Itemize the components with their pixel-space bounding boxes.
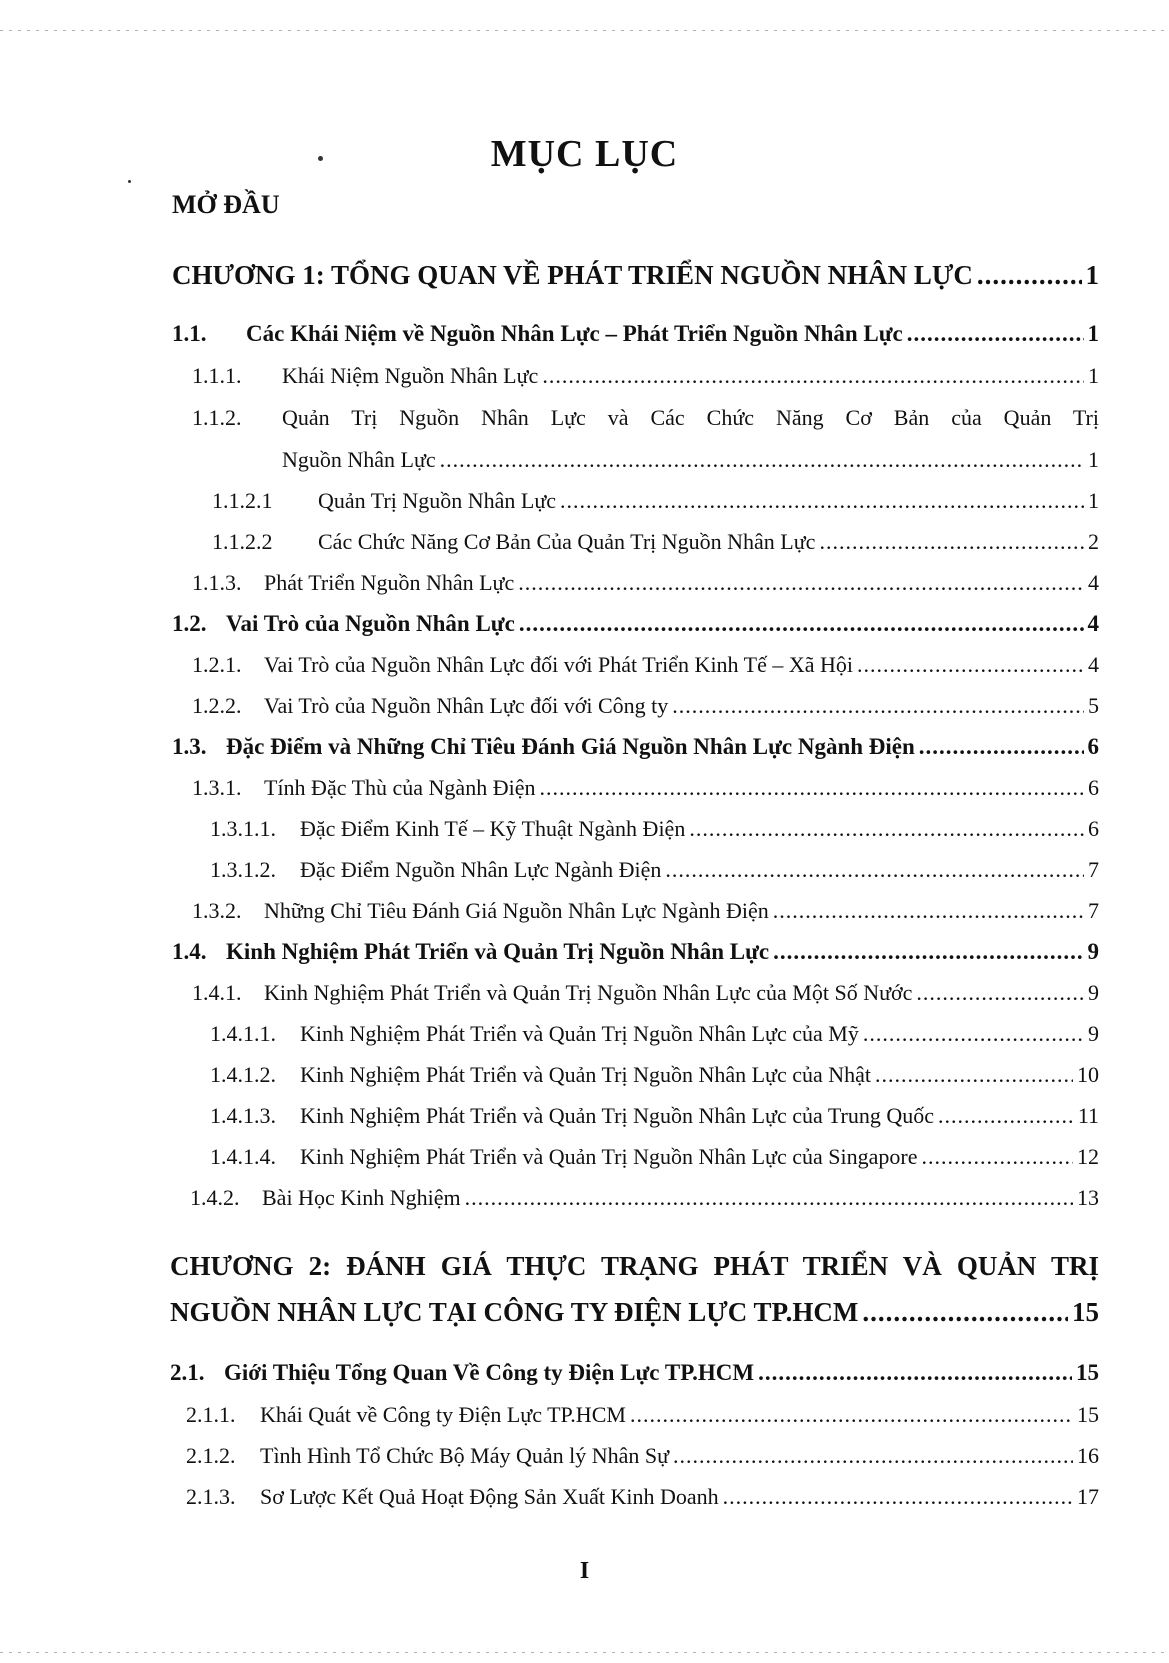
toc-page-number: 11 bbox=[1077, 1103, 1099, 1128]
toc-chapter-label: NGUỒN NHÂN LỰC TẠI CÔNG TY ĐIỆN LỰC TP.HCM bbox=[170, 1297, 859, 1327]
toc-page-number: 7 bbox=[1088, 857, 1099, 882]
toc-leader-dots bbox=[907, 321, 1084, 347]
toc-label: Bài Học Kinh Nghiệm bbox=[262, 1185, 461, 1210]
toc-page-number: 9 bbox=[1088, 980, 1099, 1005]
toc-number: 1.3.2. bbox=[192, 898, 242, 923]
toc-number: 1.2.1. bbox=[192, 652, 242, 677]
toc-row[interactable] bbox=[172, 321, 1099, 347]
toc-chapter-1[interactable] bbox=[172, 260, 1099, 291]
toc-row-multiline[interactable] bbox=[192, 405, 1099, 431]
toc-leader-dots bbox=[773, 898, 1084, 924]
toc-leader-dots bbox=[665, 857, 1084, 883]
toc-page-number: 6 bbox=[1088, 775, 1099, 800]
toc-number: 2.1.3. bbox=[186, 1484, 236, 1509]
toc-number: 1.2.2. bbox=[192, 693, 242, 718]
toc-number: 1.4. bbox=[172, 939, 207, 964]
toc-row-continuation[interactable] bbox=[282, 447, 1099, 473]
toc-label: Vai Trò của Nguồn Nhân Lực đối với Công ty bbox=[264, 693, 669, 718]
toc-leader-dots bbox=[465, 1185, 1073, 1211]
toc-chapter-2-line1[interactable] bbox=[170, 1251, 1099, 1282]
toc-leader-dots bbox=[560, 488, 1084, 514]
toc-page-number: 9 bbox=[1088, 1021, 1099, 1046]
toc-page-number: 1 bbox=[1088, 488, 1099, 513]
toc-page-number: 9 bbox=[1087, 939, 1099, 964]
toc-label: Kinh Nghiệm Phát Triển và Quản Trị Nguồn Nhân Lực của Nhật bbox=[300, 1062, 872, 1087]
toc-number: 1.3.1.1. bbox=[210, 816, 276, 841]
toc-number: 1.1.1. bbox=[192, 363, 242, 388]
toc-row[interactable] bbox=[172, 939, 1099, 965]
toc-label: Vai Trò của Nguồn Nhân Lực đối với Phát Triển Kinh Tế – Xã Hội bbox=[264, 652, 854, 677]
toc-leader-dots bbox=[542, 363, 1084, 389]
toc-number: 1.3.1.2. bbox=[210, 857, 276, 882]
toc-row[interactable] bbox=[192, 363, 1099, 389]
toc-row[interactable] bbox=[210, 816, 1099, 842]
toc-row[interactable] bbox=[170, 1360, 1099, 1386]
toc-page-number: 13 bbox=[1077, 1185, 1099, 1210]
toc-row[interactable] bbox=[210, 1062, 1099, 1088]
toc-leader-dots bbox=[862, 1297, 1068, 1328]
toc-leader-dots bbox=[919, 734, 1084, 760]
toc-label: Kinh Nghiệm Phát Triển và Quản Trị Nguồn Nhân Lực của Trung Quốc bbox=[300, 1103, 935, 1128]
toc-row[interactable] bbox=[192, 652, 1099, 678]
toc-leader-dots bbox=[819, 529, 1084, 555]
toc-page-number: 6 bbox=[1087, 734, 1099, 759]
toc-leader-dots bbox=[938, 1103, 1074, 1129]
toc-chapter-label: CHƯƠNG 1: TỔNG QUAN VỀ PHÁT TRIỂN NGUỒN NHÂN LỰC bbox=[172, 260, 973, 290]
toc-row[interactable] bbox=[192, 570, 1099, 596]
toc-label: Giới Thiệu Tổng Quan Về Công ty Điện Lực TP.HCM bbox=[224, 1360, 755, 1385]
scan-artifact-top bbox=[0, 30, 1169, 31]
toc-page-number: 15 bbox=[1076, 1360, 1099, 1385]
toc-number: 1.1.2.2 bbox=[212, 529, 273, 554]
toc-row[interactable] bbox=[172, 734, 1099, 760]
toc-row[interactable] bbox=[210, 857, 1099, 883]
toc-leader-dots bbox=[863, 1021, 1084, 1047]
toc-number: 1.3. bbox=[172, 734, 207, 759]
toc-leader-dots bbox=[689, 816, 1084, 842]
toc-number: 1.4.1.4. bbox=[210, 1144, 276, 1169]
toc-leader-dots bbox=[977, 260, 1082, 291]
toc-row[interactable] bbox=[212, 529, 1099, 555]
toc-label: Tình Hình Tổ Chức Bộ Máy Quản lý Nhân Sự bbox=[260, 1443, 670, 1468]
toc-number: 1.1. bbox=[172, 321, 207, 346]
toc-number: 1.4.1. bbox=[192, 980, 242, 1005]
toc-label: Quản Trị Nguồn Nhân Lực bbox=[318, 488, 557, 513]
toc-page-number: 12 bbox=[1077, 1144, 1099, 1169]
toc-page-number: 5 bbox=[1088, 693, 1099, 718]
toc-leader-dots bbox=[857, 652, 1084, 678]
page-number: I bbox=[579, 1558, 590, 1584]
toc-row[interactable] bbox=[212, 488, 1099, 514]
toc-page-number: 2 bbox=[1088, 529, 1099, 554]
toc-number: 1.1.2. bbox=[192, 405, 242, 430]
toc-label: Kinh Nghiệm Phát Triển và Quản Trị Nguồn Nhân Lực của Singapore bbox=[300, 1144, 918, 1169]
toc-page-number: 15 bbox=[1072, 1297, 1099, 1327]
toc-leader-dots bbox=[875, 1062, 1073, 1088]
toc-page-number: 6 bbox=[1088, 816, 1099, 841]
toc-label: Sơ Lược Kết Quả Hoạt Động Sản Xuất Kinh Doanh bbox=[260, 1484, 719, 1509]
toc-row[interactable] bbox=[210, 1144, 1099, 1170]
toc-page-number: 1 bbox=[1088, 363, 1099, 388]
toc-page-number: 7 bbox=[1088, 898, 1099, 923]
toc-page-number: 16 bbox=[1077, 1443, 1099, 1468]
toc-leader-dots bbox=[723, 1484, 1073, 1510]
toc-page-number: 1 bbox=[1087, 321, 1099, 346]
toc-label: Đặc Điểm Nguồn Nhân Lực Ngành Điện bbox=[300, 857, 662, 882]
scan-speck bbox=[128, 180, 131, 183]
toc-label: Khái Quát về Công ty Điện Lực TP.HCM bbox=[260, 1402, 626, 1427]
toc-leader-dots bbox=[672, 693, 1084, 719]
toc-number: 2.1.1. bbox=[186, 1402, 236, 1427]
toc-row[interactable] bbox=[192, 980, 1099, 1006]
toc-leader-dots bbox=[539, 775, 1084, 801]
toc-number: 1.4.2. bbox=[190, 1185, 240, 1210]
toc-number: 1.4.1.2. bbox=[210, 1062, 276, 1087]
toc-number: 1.1.3. bbox=[192, 570, 242, 595]
toc-label: Đặc Điểm Kinh Tế – Kỹ Thuật Ngành Điện bbox=[300, 816, 686, 841]
scan-artifact-bottom bbox=[0, 1652, 1169, 1653]
toc-page-number: 1 bbox=[1088, 447, 1099, 472]
toc-row[interactable] bbox=[186, 1443, 1099, 1469]
toc-page-number: 10 bbox=[1077, 1062, 1099, 1087]
toc-row[interactable] bbox=[192, 775, 1099, 801]
toc-leader-dots bbox=[673, 1443, 1073, 1469]
toc-row[interactable] bbox=[186, 1402, 1099, 1428]
toc-label: Đặc Điểm và Những Chỉ Tiêu Đánh Giá Nguồn Nhân Lực Ngành Điện bbox=[226, 734, 915, 759]
toc-page-number: 17 bbox=[1077, 1484, 1099, 1509]
toc-number: 1.4.1.1. bbox=[210, 1021, 276, 1046]
toc-row[interactable] bbox=[190, 1185, 1099, 1211]
toc-label: Quản Trị Nguồn Nhân Lực và Các Chức Năng Cơ Bản của Quản Trị bbox=[282, 405, 1099, 430]
toc-leader-dots bbox=[773, 939, 1083, 965]
toc-row[interactable] bbox=[192, 898, 1099, 924]
toc-label: Những Chỉ Tiêu Đánh Giá Nguồn Nhân Lực Ngành Điện bbox=[264, 898, 769, 923]
toc-number: 1.1.2.1 bbox=[212, 488, 273, 513]
toc-row[interactable] bbox=[172, 611, 1099, 637]
toc-label: Tính Đặc Thù của Ngành Điện bbox=[264, 775, 536, 800]
intro-heading: MỞ ĐẦU bbox=[172, 190, 280, 219]
toc-page-number: 15 bbox=[1077, 1402, 1099, 1427]
toc-number: 1.3.1. bbox=[192, 775, 242, 800]
toc-leader-dots bbox=[519, 611, 1084, 637]
toc-label: Kinh Nghiệm Phát Triển và Quản Trị Nguồn Nhân Lực bbox=[226, 939, 770, 964]
toc-leader-dots bbox=[921, 1144, 1073, 1170]
toc-number: 1.4.1.3. bbox=[210, 1103, 276, 1128]
toc-leader-dots bbox=[518, 570, 1084, 596]
toc-row[interactable] bbox=[210, 1021, 1099, 1047]
toc-label: Các Chức Năng Cơ Bản Của Quản Trị Nguồn Nhân Lực bbox=[318, 529, 816, 554]
toc-leader-dots bbox=[440, 447, 1084, 473]
toc-number: 1.2. bbox=[172, 611, 207, 636]
page-title: MỤC LỤC bbox=[490, 133, 679, 175]
toc-leader-dots bbox=[916, 980, 1084, 1006]
toc-page-number: 4 bbox=[1088, 570, 1099, 595]
toc-chapter-label: CHƯƠNG 2: ĐÁNH GIÁ THỰC TRẠNG PHÁT TRIỂN VÀ QUẢN TRỊ bbox=[170, 1251, 1099, 1281]
toc-row[interactable] bbox=[192, 693, 1099, 719]
toc-row[interactable] bbox=[186, 1484, 1099, 1510]
toc-row[interactable] bbox=[210, 1103, 1099, 1129]
toc-label: Phát Triển Nguồn Nhân Lực bbox=[264, 570, 515, 595]
toc-leader-dots bbox=[758, 1360, 1072, 1386]
toc-page-number: 4 bbox=[1087, 611, 1099, 636]
toc-label: Vai Trò của Nguồn Nhân Lực bbox=[226, 611, 515, 636]
toc-number: 2.1. bbox=[170, 1360, 205, 1385]
toc-label: Kinh Nghiệm Phát Triển và Quản Trị Nguồn Nhân Lực của Một Số Nước bbox=[264, 980, 913, 1005]
toc-label: Kinh Nghiệm Phát Triển và Quản Trị Nguồn Nhân Lực của Mỹ bbox=[300, 1021, 859, 1046]
toc-page-number: 4 bbox=[1088, 652, 1099, 677]
toc-chapter-2-line2[interactable] bbox=[170, 1297, 1099, 1328]
toc-page-number: 1 bbox=[1085, 260, 1099, 290]
toc-leader-dots bbox=[630, 1402, 1073, 1428]
toc-label: Nguồn Nhân Lực bbox=[282, 447, 436, 472]
toc-number: 2.1.2. bbox=[186, 1443, 236, 1468]
toc-label: Khái Niệm Nguồn Nhân Lực bbox=[282, 363, 539, 388]
toc-label: Các Khái Niệm về Nguồn Nhân Lực – Phát Triển Nguồn Nhân Lực bbox=[246, 321, 903, 346]
